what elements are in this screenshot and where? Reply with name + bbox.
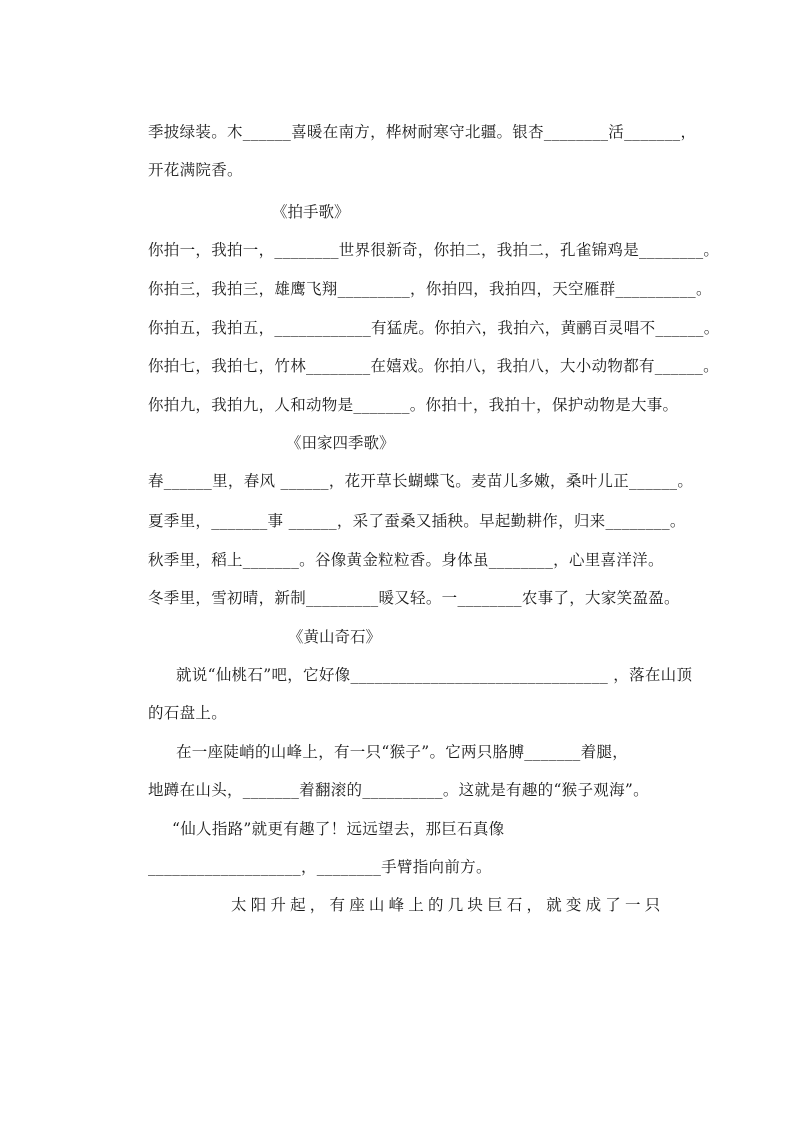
farm-song-title: 《田家四季歌》 — [286, 434, 395, 452]
huangshan-p3-line-1: “仙人指路”就更有趣了！远远望去，那巨石真像 — [172, 820, 505, 838]
huangshan-p3-line-2: ___________________，________手臂指向前方。 — [148, 858, 492, 876]
clap-song-line-5: 你拍九，我拍九，人和动物是_______。你拍十，我拍十，保护动物是大事。 — [148, 396, 679, 414]
huangshan-title: 《黄山奇石》 — [288, 628, 382, 646]
clap-song-line-1: 你拍一，我拍一，________世界很新奇，你拍二，我拍二，孔雀锦鸡是________。 — [148, 241, 720, 259]
farm-song-line-4: 冬季里，雪初晴，新制_________暖又轻。一________农事了，大家笑盈盈。 — [148, 589, 680, 607]
huangshan-p2-line-2: 地蹲在山头，_______着翻滚的__________。这就是有趣的“猴子观海”。 — [148, 781, 649, 799]
clap-song-line-4: 你拍七，我拍七，竹林________在嬉戏。你拍八，我拍八，大小动物都有______。 — [148, 357, 719, 375]
clap-song-title: 《拍手歌》 — [272, 203, 350, 221]
huangshan-p4-line-1: 太阳升起，有座山峰上的几块巨石，就变成了一只 — [231, 896, 665, 914]
farm-song-line-2: 夏季里，_______事 ______，采了蚕桑又插秧。早起勤耕作，归来________。 — [148, 512, 686, 530]
huangshan-p1-line-1: 就说“仙桃石”吧，它好像________________________________ ，落在山顶 — [176, 666, 693, 684]
clap-song-line-2: 你拍三，我拍三，雄鹰飞翔_________，你拍四，我拍四，天空雁群__________。 — [148, 280, 712, 298]
huangshan-p2-line-1: 在一座陡峭的山峰上，有一只“猴子”。它两只胳膊_______着腿， — [176, 743, 628, 761]
tree-song-line-2: 开花满院香。 — [148, 161, 243, 179]
farm-song-line-3: 秋季里，稻上_______。谷像黄金粒粒香。身体虽________，心里喜洋洋。 — [148, 551, 664, 569]
farm-song-line-1: 春______里，春风 ______，花开草长蝴蝶飞。麦苗儿多嫩，桑叶儿正______。 — [148, 472, 694, 490]
huangshan-p1-line-2: 的石盘上。 — [148, 704, 228, 722]
clap-song-line-3: 你拍五，我拍五，____________有猛虎。你拍六，我拍六，黄鹂百灵唱不______。 — [148, 319, 720, 337]
tree-song-line-1: 季披绿装。木______喜暖在南方，桦树耐寒守北疆。银杏________活_______， — [148, 123, 697, 141]
